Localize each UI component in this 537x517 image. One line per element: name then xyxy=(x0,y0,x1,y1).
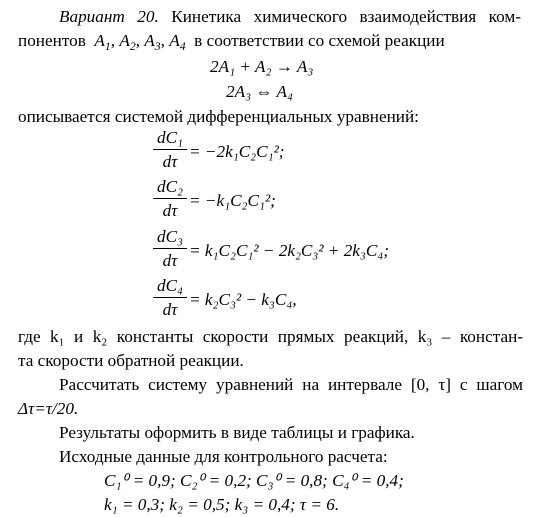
intro-line-1: Кинетика химического взаимодействия ком- xyxy=(171,7,521,26)
results-line: Результаты оформить в виде таблицы и графика. xyxy=(59,423,415,442)
where-line-1: где k₁ и k₂ константы скорости прямых реакций, k₃ – констан- xyxy=(18,327,523,346)
rate-constants: k₁ = 0,3; k₂ = 0,5; k₃ = 0,4; τ = 6. xyxy=(104,495,340,514)
eq2-denominator: dτ xyxy=(162,201,178,220)
eq4-fraction-bar xyxy=(153,297,187,298)
eq2-fraction-bar xyxy=(153,198,187,199)
variant-heading: Вариант 20. xyxy=(59,7,159,26)
where-line-2: та скорости обратной реакции. xyxy=(18,351,244,370)
system-intro: описывается системой дифференциальных уравнений: xyxy=(18,107,419,126)
variant-heading-line xyxy=(59,6,521,28)
eq3-numerator: dC₃ xyxy=(156,227,184,246)
eq4-rhs: = k₂C₃² − k₃C₄, xyxy=(189,290,297,309)
eq1-denominator: dτ xyxy=(162,152,178,171)
eq2-rhs: = −k₁C₂C₁²; xyxy=(189,191,276,210)
eq4-numerator: dC₄ xyxy=(156,276,184,295)
initial-concentrations: C₁⁰ = 0,9; C₂⁰ = 0,2; C₃⁰ = 0,8; C₄⁰ = 0,4; xyxy=(104,471,404,490)
task-line-2: Δτ=τ/20. xyxy=(18,399,79,418)
component-list: $A_1$, $A_2$, $A_3$, $A_4$ xyxy=(94,31,186,54)
eq2-numerator: dC₂ xyxy=(156,177,184,196)
intro-prefix: понентов xyxy=(18,31,86,50)
eq1-fraction-bar xyxy=(153,149,187,150)
initial-data-title: Исходные данные для контрольного расчета: xyxy=(59,447,388,466)
components-line xyxy=(18,30,445,52)
reaction-1: 2A₁ + A₂ → A₃ xyxy=(210,57,314,76)
eq1-numerator: dC₁ xyxy=(156,128,184,147)
eq4-denominator: dτ xyxy=(162,300,178,319)
eq3-fraction-bar xyxy=(153,248,187,249)
eq3-rhs: = k₁C₂C₁² − 2k₂C₃² + 2k₃C₄; xyxy=(189,241,390,260)
task-line-1: Рассчитать систему уравнений на интервале [0, τ] с шагом xyxy=(59,375,523,394)
eq3-denominator: dτ xyxy=(162,251,178,270)
intro-suffix: в соответствии со схемой реакции xyxy=(194,31,445,50)
eq1-rhs: = −2k₁C₂C₁²; xyxy=(189,142,285,161)
reaction-2: 2A₃ ⇔ A₄ xyxy=(226,82,294,101)
